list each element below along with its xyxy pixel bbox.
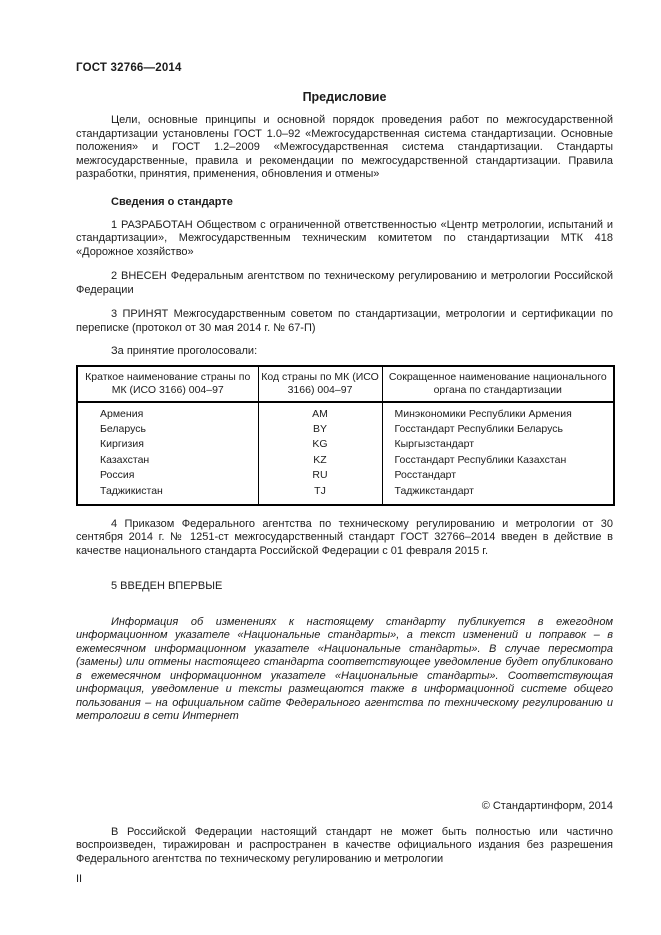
code-cell: RU [258,468,382,483]
country-cell: Казахстан [100,453,150,466]
page-title: Предисловие [302,90,387,104]
org-cell: Таджикстандарт [382,484,614,505]
table-header-row [77,366,614,402]
code-cell: TJ [258,484,382,505]
table-row [77,453,614,468]
table-header-country: Краткое наименование страны по МК (ИСО 3166) 004–97 [77,366,258,402]
vote-table-wrapper [76,365,613,506]
code-cell: BY [258,422,382,437]
intro-paragraph: Цели, основные принципы и основной порядок проведения работ по межгосударственной стандартизации установлены ГОСТ 1.0–92 «Межгосударственная система стандартизации. Основные положения» и ГОСТ 1.2–2009 «Межгосударственная система стандартизации. Стандарты межгосударственные, правила и рекомендации по межгосударственной стандартизации. Правила разработки, принятия, применения, обновления и отмены» [76,114,613,180]
table-header-org: Сокращенное наименование национального органа по стандартизации [382,366,614,402]
page-content [76,62,613,885]
org-cell: Минэкономики Республики Армения [382,402,614,422]
vote-intro: За принятие проголосовали: [111,345,258,357]
country-cell: Армения [100,407,144,420]
gost-code: ГОСТ 32766—2014 [76,62,182,74]
standard-info-item-3: 3 ПРИНЯТ Межгосударственным советом по стандартизации, метрологии и сертификации по переписке (протокол от 30 мая 2014 г. № 67-П) [76,308,613,334]
org-cell: Кыргызстандарт [382,437,614,452]
table-row [77,468,614,483]
copyright-notice: © Стандартинформ, 2014 [481,799,613,812]
table-row [77,484,614,505]
country-cell: Киргизия [100,438,144,451]
org-cell: Госстандарт Республики Казахстан [382,453,614,468]
code-cell: KG [258,437,382,452]
vote-table [76,365,615,506]
table-row [77,422,614,437]
table-row [77,437,614,452]
country-cell: Таджикистан [100,484,163,497]
introduced-first-item: 5 ВВЕДЕН ВПЕРВЫЕ [111,580,223,593]
code-cell: AM [258,402,382,422]
standard-info-item-1: 1 РАЗРАБОТАН Обществом с ограниченной ответственностью «Центр метрологии, испытаний и стандартизации», Межгосударственным техническим комитетом по стандартизации МТК 418 «Дорожное хозяйство» [76,218,613,258]
publication-note: Информация об изменениях к настоящему стандарту публикуется в ежегодном информационном указателе «Национальные стандарты», а текст изменений и поправок – в ежемесячном информационном указателе «Национальные стандарты». В случае пересмотра (замены) или отмены настоящего стандарта соответствующее уведомление будет опубликовано в ежемесячном информационном указателе «Национальные стандарты». Соответствующая информация, уведомление и тексты размещаются также в информационной системе общего пользования – на официальном сайте Федерального агентства по техническому регулированию и метрологии в сети Интернет [76,615,613,723]
country-cell: Россия [100,469,135,482]
org-cell: Росстандарт [382,468,614,483]
table-header-code: Код страны по МК (ИСО 3166) 004–97 [258,366,382,402]
standard-info-heading: Сведения о стандарте [111,195,233,208]
standard-info-item-2: 2 ВНЕСЕН Федеральным агентством по техническому регулированию и метрологии Российской Федерации [76,270,613,296]
country-cell: Беларусь [100,422,146,435]
order-paragraph: 4 Приказом Федерального агентства по техническому регулированию и метрологии от 30 сентября 2014 г. № 1251-ст межгосударственный стандарт ГОСТ 32766–2014 введен в действие в качестве национального стандарта Российской Федерации с 01 февраля 2015 г. [76,517,613,557]
page-number: II [76,873,83,886]
table-row [77,402,614,422]
reproduction-note: В Российской Федерации настоящий стандарт не может быть полностью или частично воспроизведен, тиражирован и распространен в качестве официального издания без разрешения Федерального агентства по техническому регулированию и метрологии [76,825,613,865]
code-cell: KZ [258,453,382,468]
org-cell: Госстандарт Республики Беларусь [382,422,614,437]
